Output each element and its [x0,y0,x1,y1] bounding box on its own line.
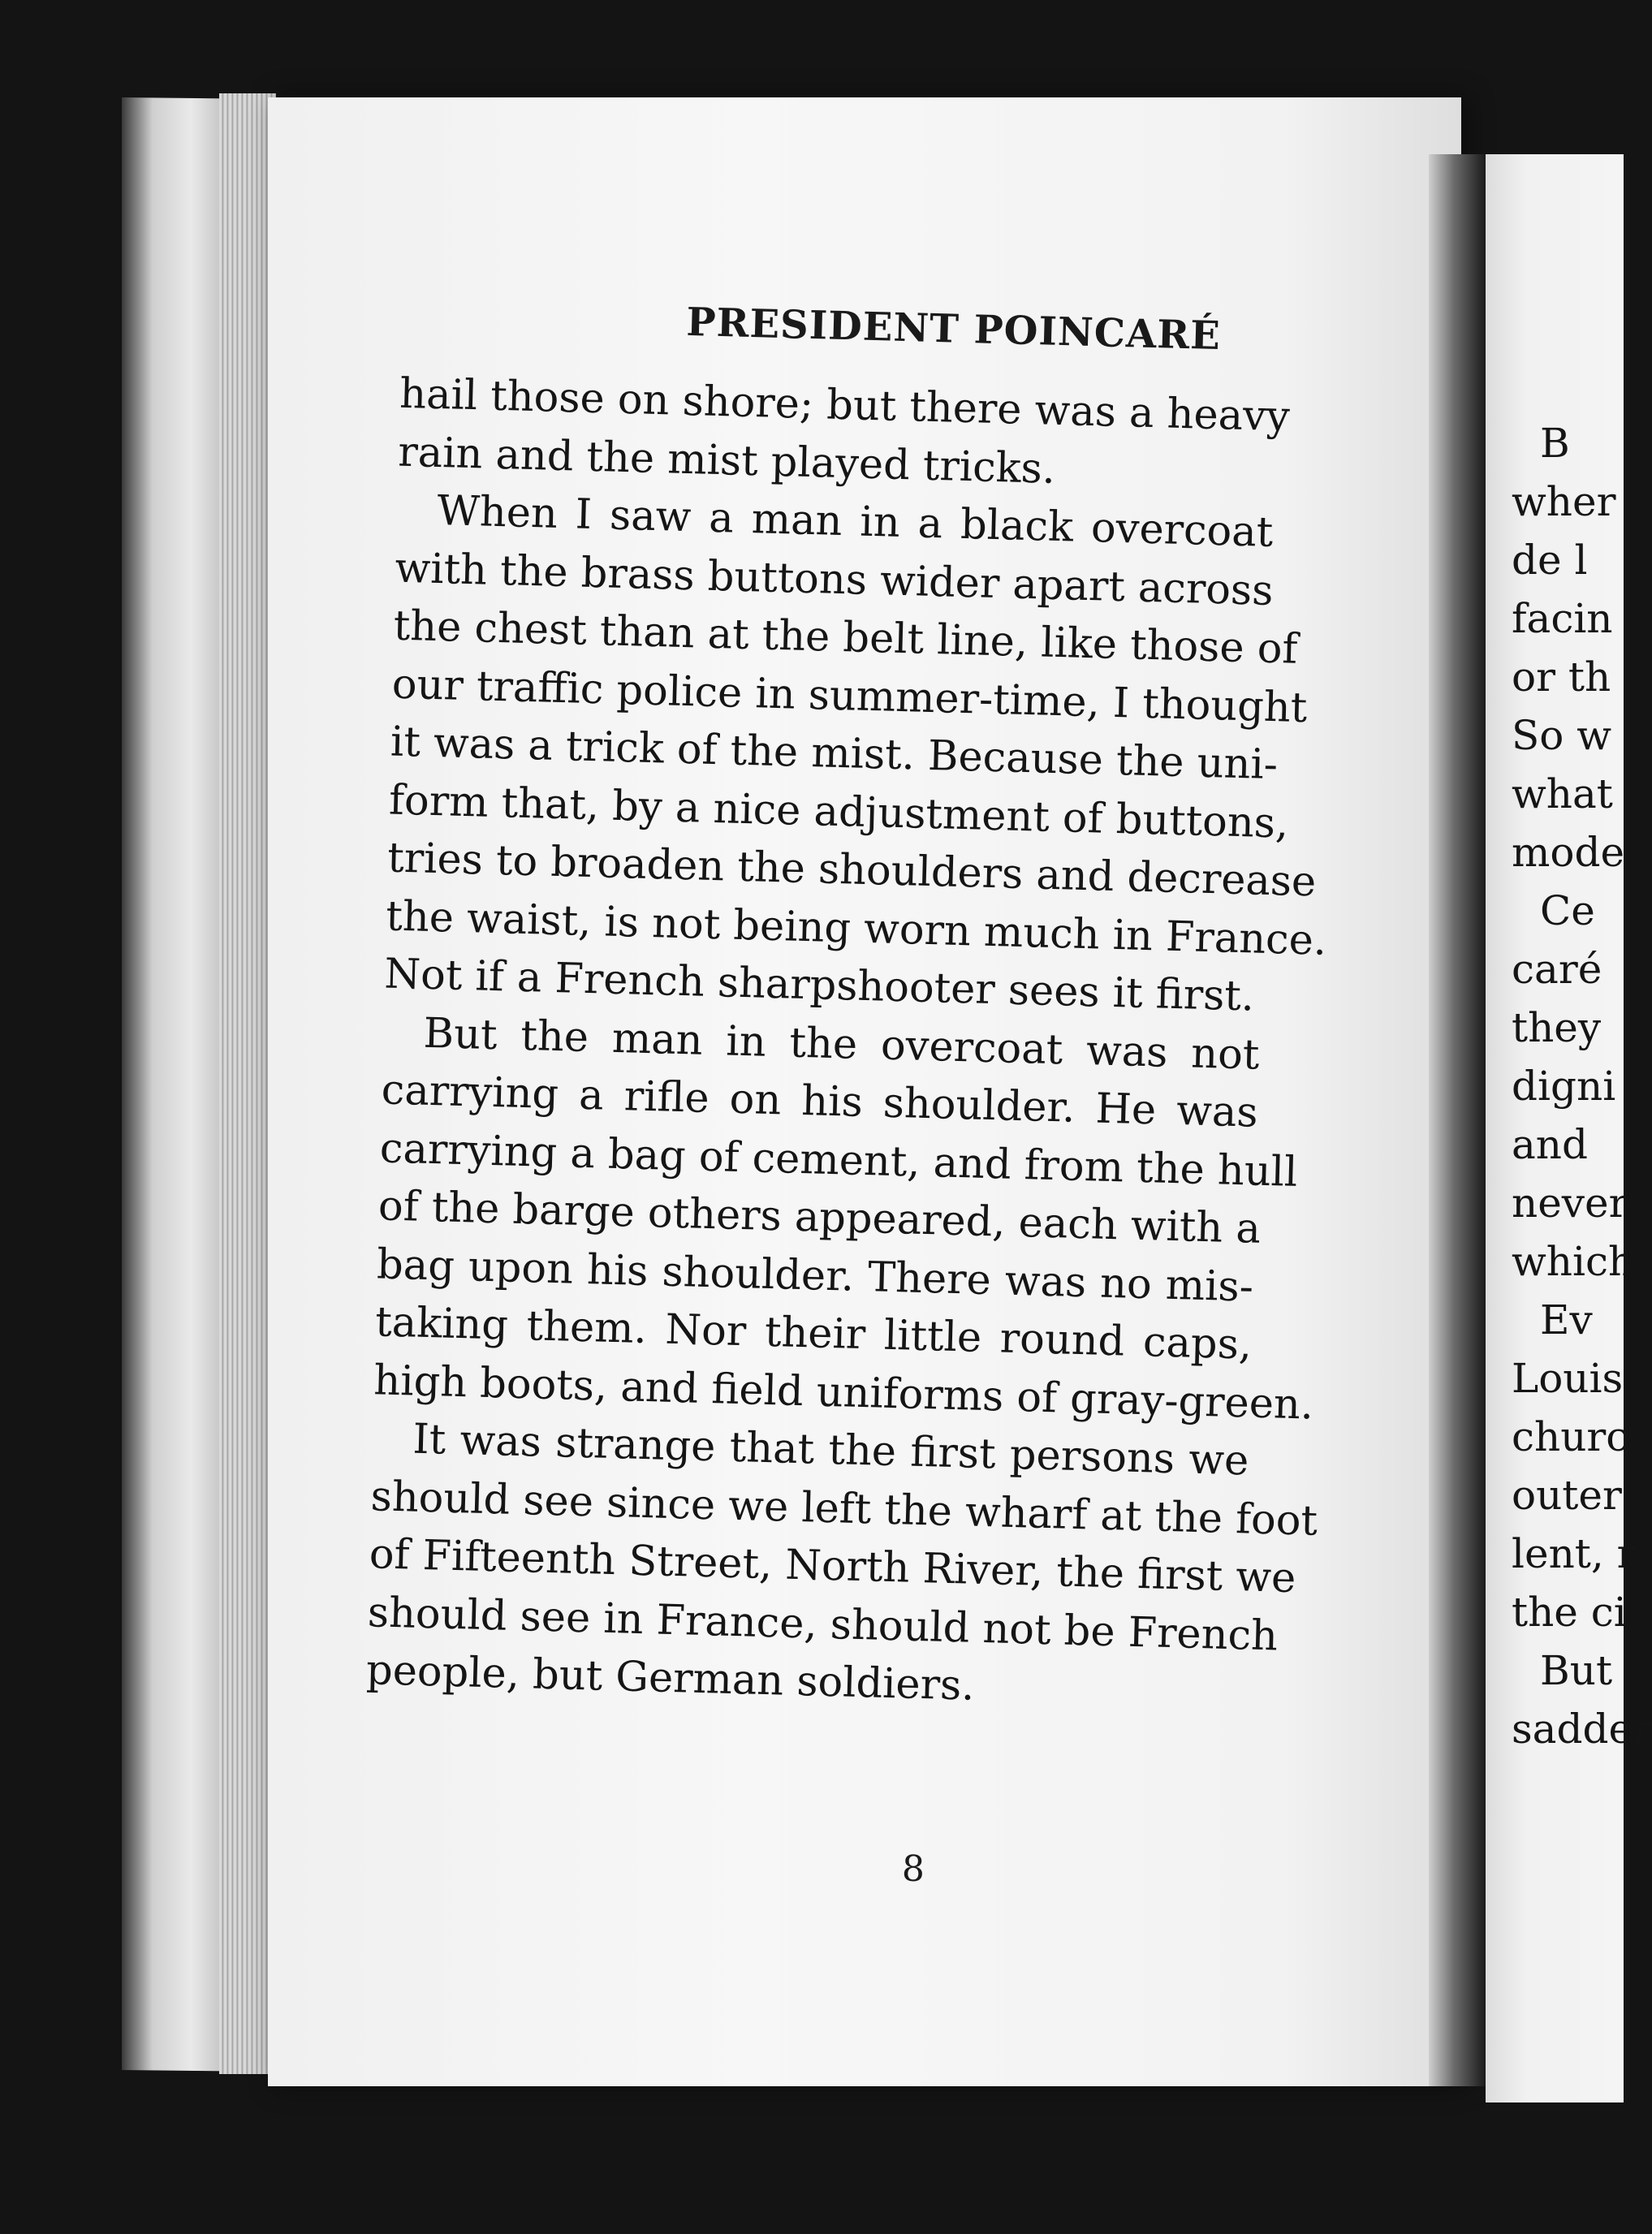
right-text-line: So w [1512,712,1612,759]
text-line: tries to broaden the shoulders and decrease [386,834,1317,907]
right-text-line: and [1512,1121,1589,1168]
text-line: with the brass buttons wider apart across [394,544,1275,615]
left-page-content [242,82,1487,2102]
right-text-line: the ci [1512,1589,1627,1636]
text-line: should see since we left the wharf at the foot [369,1472,1318,1546]
page-number: 8 [901,1848,925,1891]
right-text-line: Ev [1540,1296,1593,1343]
text-line: bag upon his shoulder. There was no mis- [376,1240,1254,1312]
right-text-line: or th [1512,653,1611,701]
running-head: PRESIDENT POINCARÉ [685,299,1222,360]
text-line: should see in France, should not be French [367,1588,1279,1661]
text-line: form that, by a nice adjustment of buttons, [388,776,1289,848]
right-text-line: digni [1512,1063,1616,1110]
right-text-line: Louis [1512,1355,1624,1402]
right-text-line: But [1540,1647,1613,1694]
text-line: high boots, and field uniforms of gray-green. [373,1356,1314,1430]
right-text-line: outer [1512,1472,1622,1519]
right-text-line: sadder [1512,1706,1652,1753]
right-text-line: wher [1512,478,1616,525]
right-page-text [1512,414,1652,1758]
text-line: people, but German soldiers. [365,1646,976,1710]
text-line: But the man in the overcoat was not [422,1009,1261,1080]
right-text-line: Ce [1540,887,1595,934]
right-text-line: never [1512,1180,1628,1227]
text-line: our traffic police in summer-time, I thought [391,660,1308,732]
right-text-line: caré [1512,946,1602,993]
right-text-line: de l [1512,537,1588,584]
text-line: of the barge others appeared, each with a [377,1182,1262,1253]
right-text-line: which [1512,1238,1635,1285]
right-text-line: facin [1512,595,1613,642]
text-line: carrying a bag of cement, and from the hull [379,1123,1298,1197]
text-line: the chest than at the belt line, like those of [393,602,1299,674]
right-text-line: lent, r [1512,1530,1637,1577]
text-line: When I saw a man in a black overcoat [436,486,1274,557]
text-line: taking them. Nor their little round caps, [374,1298,1253,1369]
left-page [268,97,1461,2086]
text-line: carrying a rifle on his shoulder. He was [381,1066,1259,1137]
text-line: hail those on shore; but there was a heavy [399,369,1291,442]
right-text-line: they [1512,1004,1602,1051]
right-text-line: mode [1512,829,1625,876]
right-text-line: what [1512,770,1613,817]
right-text-line: B [1540,420,1570,467]
body-text [365,365,1327,1723]
text-line: It was strange that the first persons we [412,1415,1250,1486]
text-line: of Fifteenth Street, North River, the first we [369,1530,1296,1603]
text-line: rain and the mist played tricks. [397,428,1056,494]
text-line: the waist, is not being worn much in France. [385,892,1327,965]
right-text-line: churc [1512,1413,1629,1460]
gutter-shadow [1429,154,1486,2086]
text-line: Not if a French sharpshooter sees it first. [383,950,1255,1021]
text-line: it was a trick of the mist. Because the uni- [390,718,1279,790]
